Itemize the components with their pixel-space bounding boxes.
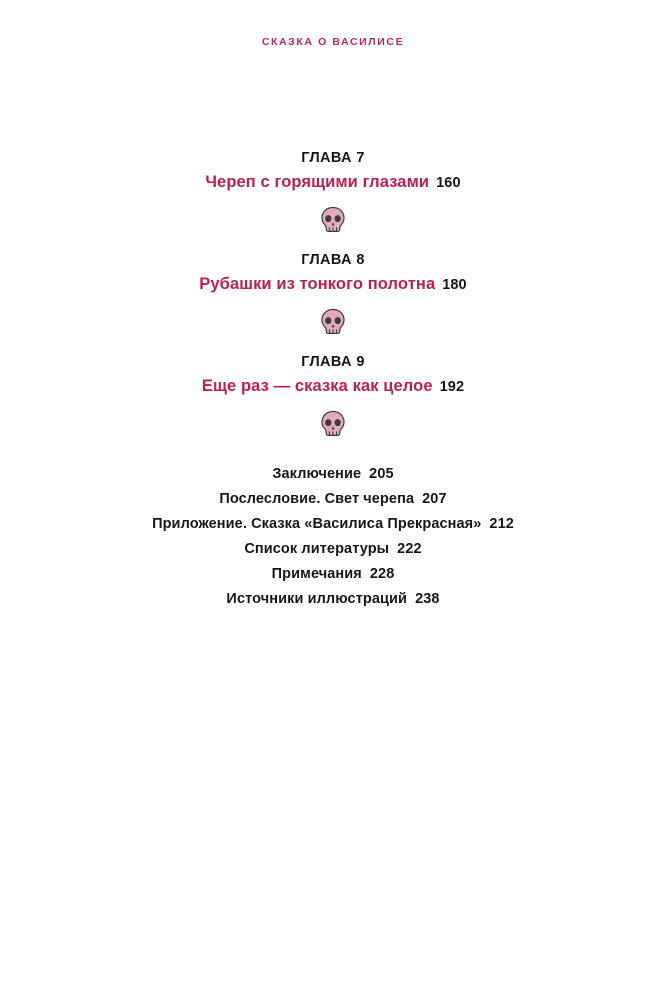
toc-entry-title: Источники иллюстраций (226, 591, 408, 607)
toc-entry[interactable] (0, 587, 666, 612)
toc-entry-title: Заключение (272, 466, 362, 482)
toc-chapter-entry[interactable] (0, 354, 666, 396)
toc-back-matter (0, 462, 666, 612)
chapter-page-number: 180 (442, 277, 467, 293)
toc-entry-page: 212 (489, 516, 514, 532)
toc-entry-title: Примечания (271, 566, 362, 582)
skull-icon (316, 408, 350, 442)
toc-entry-page: 228 (369, 566, 395, 582)
chapter-title-row (0, 377, 666, 396)
toc-entry[interactable] (0, 537, 666, 562)
chapter-label: ГЛАВА 8 (301, 252, 365, 268)
toc-entry-page: 238 (415, 591, 440, 607)
toc-chapter-entry[interactable] (0, 150, 666, 192)
toc-entry-title: Приложение. Сказка «Василиса Прекрасная» (152, 516, 482, 532)
table-of-contents (0, 150, 666, 612)
running-head: СКАЗКА О ВАСИЛИСЕ (261, 36, 405, 48)
toc-entry[interactable] (0, 462, 666, 487)
toc-entry[interactable] (0, 512, 666, 537)
chapter-title-row (0, 275, 666, 294)
toc-entry[interactable] (0, 562, 666, 587)
toc-entry-page: 205 (369, 466, 394, 482)
chapter-page-number: 192 (439, 379, 465, 395)
chapter-label: ГЛАВА 9 (301, 354, 365, 370)
chapter-label: ГЛАВА 7 (301, 150, 365, 166)
toc-entry-title: Послесловие. Свет черепа (219, 491, 415, 507)
skull-icon (316, 306, 350, 340)
chapter-page-number: 160 (436, 175, 461, 191)
toc-entry-page: 222 (397, 541, 422, 557)
toc-chapter-entry[interactable] (0, 252, 666, 294)
chapter-title: Рубашки из тонкого полотна (199, 275, 436, 293)
chapter-title: Череп с горящими глазами (205, 173, 430, 191)
skull-icon (316, 204, 350, 238)
toc-entry-title: Список литературы (244, 541, 390, 557)
chapter-title: Еще раз — сказка как целое (201, 377, 433, 395)
chapter-title-row (0, 173, 666, 192)
toc-entry[interactable] (0, 487, 666, 512)
toc-entry-page: 207 (422, 491, 447, 507)
